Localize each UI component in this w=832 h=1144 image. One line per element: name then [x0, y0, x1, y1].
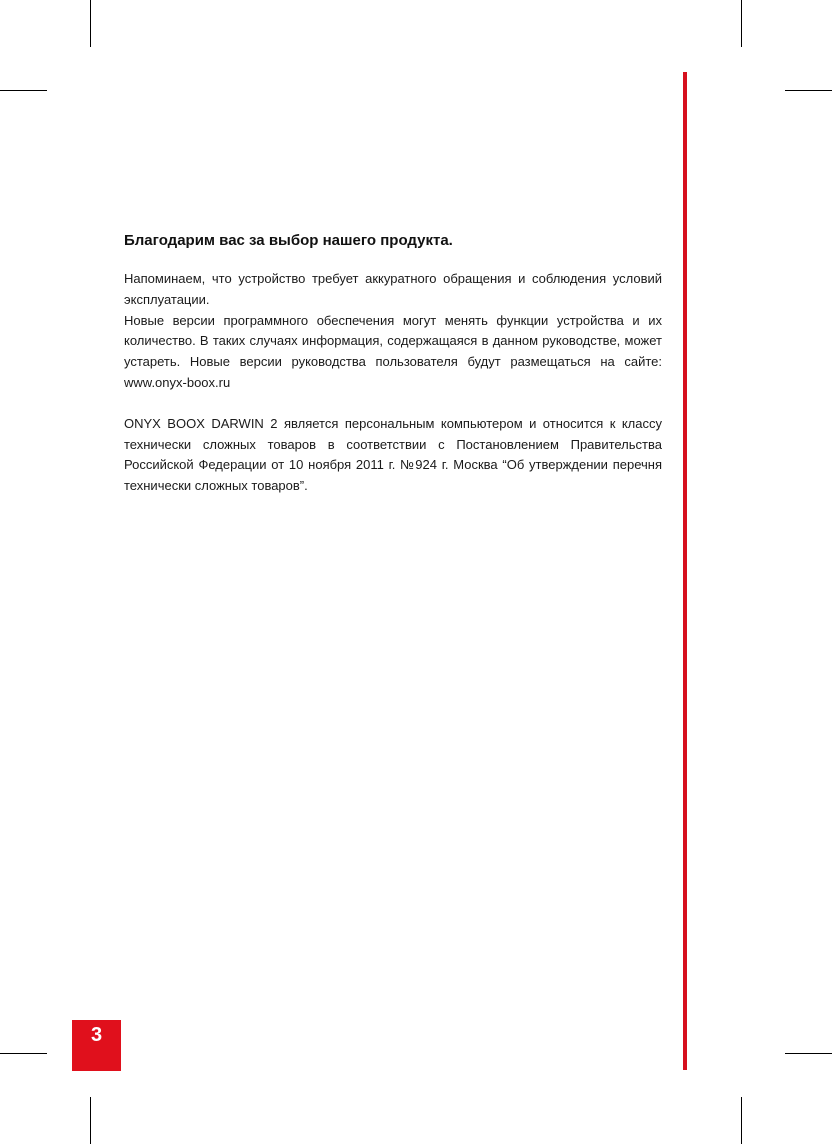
crop-mark-top-right-horizontal — [785, 90, 832, 91]
crop-mark-bottom-left-vertical — [90, 1097, 91, 1144]
crop-mark-top-right-vertical — [741, 0, 742, 47]
crop-mark-top-left-horizontal — [0, 90, 47, 91]
page-number: 3 — [90, 1024, 103, 1046]
margin-red-rule — [683, 72, 687, 1070]
page-content — [124, 231, 662, 497]
crop-mark-top-left-vertical — [90, 0, 91, 47]
crop-mark-bottom-right-horizontal — [785, 1053, 832, 1054]
paragraph-care-notice: Напоминаем, что устройство требует аккуратного обращения и соблюдения условий эксплуатации. — [124, 271, 662, 307]
page-number-badge — [72, 1020, 121, 1071]
crop-mark-bottom-left-horizontal — [0, 1053, 47, 1054]
page-heading: Благодарим вас за выбор нашего продукта. — [124, 232, 453, 249]
paragraph-legal-classification: ONYX BOOX DARWIN 2 является персональным компьютером и относится к классу технически сложных товаров в соответствии с Постановлением Правительства Российской Федерации от 10 ноября 2011 г. №924 г. Москва “Об утверждении перечня технически сложных товаров”. — [124, 415, 662, 494]
paragraph-gap — [124, 394, 662, 414]
crop-mark-bottom-right-vertical — [741, 1097, 742, 1144]
paragraph-software-updates: Новые версии программного обеспечения могут менять функции устройства и их количество. В таких случаях информация, содержащаяся в данном руководстве, может устареть. Новые версии руководства пользователя будут размещаться на сайте: www.onyx-boox.ru — [124, 312, 662, 390]
